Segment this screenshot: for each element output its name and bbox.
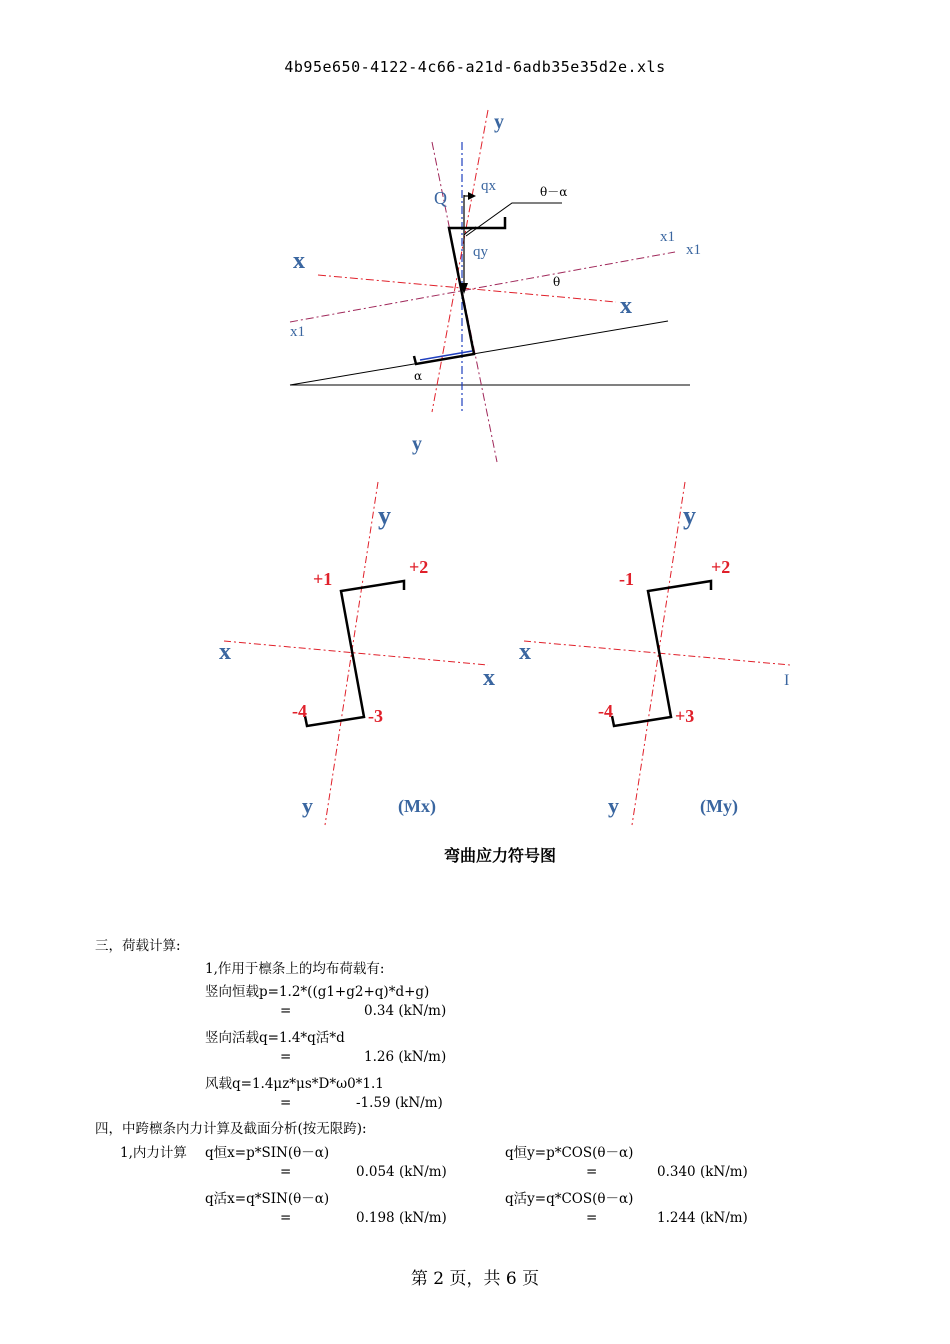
qx-dead-formula: q恒x=p*SIN(θ－α) (205, 1145, 330, 1161)
my-x-label-cut: I (784, 672, 790, 689)
x1-axis (290, 252, 675, 322)
qx-dead-eq: = (280, 1164, 292, 1180)
my-stress-diagram (519, 482, 790, 825)
theta-label: θ (553, 275, 561, 289)
wind-load-eq: = (280, 1095, 292, 1111)
my-point-2: +2 (711, 557, 731, 577)
y1-axis (432, 110, 488, 412)
mx-point-4: -4 (292, 701, 307, 721)
dead-load-formula: 竖向恒载p=1.2*((g1+g2+q)*d+g) (205, 984, 430, 1000)
section4-item1: 1,内力计算 (120, 1145, 187, 1161)
purlin-load-diagram (290, 110, 701, 462)
x-axis-label-left: x (293, 248, 305, 274)
x1-label-right-1: x1 (660, 229, 675, 245)
mx-x-label-left: x (219, 639, 231, 665)
roof-slope-line (290, 321, 668, 385)
qy-dead-formula: q恒y=p*COS(θ－α) (505, 1145, 634, 1161)
mx-z-section (305, 581, 404, 726)
mx-y-label-top: y (378, 501, 391, 530)
qx-live-formula: q活x=q*SIN(θ－α) (205, 1191, 330, 1207)
section3-item1: 1,作用于檩条上的均布荷载有: (205, 961, 385, 977)
section3-heading: 三，荷载计算: (95, 938, 181, 954)
mx-x-axis (224, 641, 488, 665)
live-load-formula: 竖向活载q=1.4*q活*d (205, 1030, 345, 1046)
qx-label: qx (481, 178, 496, 194)
x-axis-label-right: x (620, 293, 632, 319)
wind-load-value: -1.59 (kN/m) (356, 1095, 443, 1111)
qx-live-value: 0.198 (kN/m) (356, 1210, 447, 1226)
my-caption: (My) (700, 796, 738, 816)
qy-dead-eq: = (586, 1164, 598, 1180)
theta-alpha-leader (466, 203, 562, 236)
my-point-1: -1 (619, 569, 634, 589)
y-axis-label-top: y (494, 111, 504, 133)
qy-live-value: 1.244 (kN/m) (657, 1210, 748, 1226)
mx-y-label-bottom: y (302, 793, 313, 818)
wind-load-formula: 风载q=1.4μz*μs*D*ω0*1.1 (205, 1076, 384, 1092)
theta-alpha-label: θ－α (540, 185, 568, 199)
qy-live-eq: = (586, 1210, 598, 1226)
my-point-4: -4 (598, 701, 613, 721)
mx-point-1: +1 (313, 569, 333, 589)
mx-point-2: +2 (409, 557, 429, 577)
figure-caption: 弯曲应力符号图 (443, 846, 556, 865)
qy-dead-value: 0.340 (kN/m) (657, 1164, 748, 1180)
my-point-3: +3 (675, 706, 695, 726)
x1-label-left: x1 (290, 324, 305, 340)
section4-heading: 四，中跨檩条内力计算及截面分析(按无限跨): (95, 1121, 367, 1137)
live-load-eq: = (280, 1049, 292, 1065)
my-x-label-left: x (519, 639, 531, 665)
qy-live-formula: q活y=q*COS(θ－α) (505, 1191, 634, 1207)
mx-point-3: -3 (368, 706, 383, 726)
qx-dead-value: 0.054 (kN/m) (356, 1164, 447, 1180)
my-y-label-bottom: y (608, 793, 619, 818)
qy-label: qy (473, 244, 488, 260)
page-footer: 第 2 页，共 6 页 (410, 1269, 540, 1289)
file-name-header: 4b95e650-4122-4c66-a21d-6adb35e35d2e.xls (284, 58, 666, 76)
x1-label-right-2: x1 (686, 242, 701, 258)
qx-live-eq: = (280, 1210, 292, 1226)
x-principal-axis (318, 275, 616, 302)
y-axis-label-bottom: y (412, 433, 422, 455)
mx-caption: (Mx) (398, 796, 436, 816)
purlin-z-section (414, 217, 505, 364)
live-load-value: 1.26 (kN/m) (364, 1049, 447, 1065)
my-y-label-top: y (683, 501, 696, 530)
dead-load-value: 0.34 (kN/m) (364, 1003, 447, 1019)
mx-stress-diagram (219, 482, 495, 825)
alpha-label: α (414, 369, 423, 383)
dead-load-eq: = (280, 1003, 292, 1019)
qx-arrow-head (468, 192, 476, 200)
mx-x-label-right: x (483, 665, 495, 691)
q-label: Q (434, 188, 447, 208)
